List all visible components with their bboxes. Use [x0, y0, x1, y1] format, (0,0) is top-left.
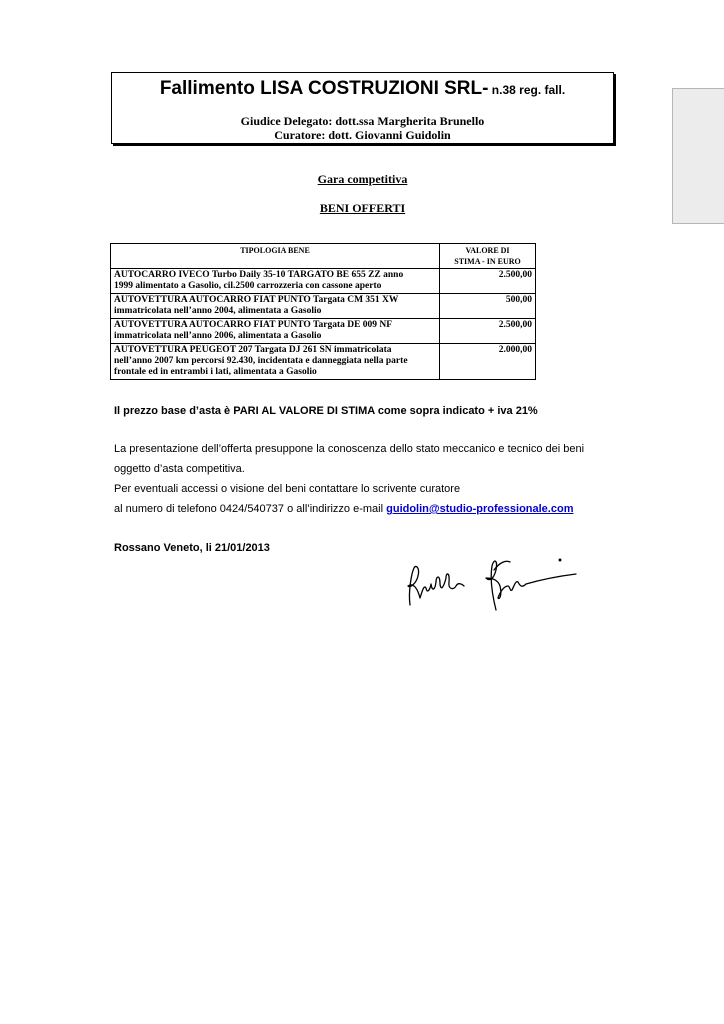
contact-line: [114, 499, 573, 519]
header-box: [111, 72, 614, 144]
row-line: AUTOVETTURA PEUGEOT 207 Targata DJ 261 SN immatricolata: [114, 345, 392, 355]
place-date: Rossano Veneto, li 21/01/2013: [114, 542, 270, 554]
row-description: [111, 319, 440, 344]
row-value: 2.500,00: [440, 269, 536, 294]
signature-image: [400, 550, 580, 620]
document-title: [112, 78, 613, 101]
row-description: [111, 344, 440, 380]
row-line: immatricolata nell’anno 2004, alimentata a Gasolio: [114, 306, 322, 316]
title-main: Fallimento LISA COSTRUZIONI SRL-: [159, 78, 489, 99]
header-valore-line1: VALORE DI: [465, 246, 510, 255]
row-line: frontale ed in entrambi i lati, alimentata a Gasolio: [114, 367, 317, 377]
curator-line: Curatore: dott. Giovanni Guidolin: [274, 128, 451, 142]
table-header-row: [111, 244, 536, 269]
row-line: 1999 alimentato a Gasolio, cil.2500 carrozzeria con cassone aperto: [114, 281, 382, 291]
presentation-line-2: oggetto d’asta competitiva.: [114, 463, 245, 475]
row-description: [111, 294, 440, 319]
row-line: AUTOVETTURA AUTOCARRO FIAT PUNTO Targata CM 351 XW: [114, 295, 399, 305]
table-row: [111, 319, 536, 344]
row-line: AUTOVETTURA AUTOCARRO FIAT PUNTO Targata DE 009 NF: [114, 320, 393, 330]
judge-line: Giudice Delegato: dott.ssa Margherita Brunello: [240, 114, 485, 128]
header-valore-line2: STIMA - IN EURO: [454, 257, 521, 266]
row-value: 2.000,00: [440, 344, 536, 380]
row-line: AUTOCARRO IVECO Turbo Daily 35-10 TARGATO BE 655 ZZ anno: [114, 270, 404, 280]
price-base-text: Il prezzo base d’asta è PARI AL VALORE DI STIMA come sopra indicato + iva 21%: [114, 405, 538, 417]
goods-table: [110, 243, 536, 380]
row-line: immatricolata nell’anno 2006, alimentata a Gasolio: [114, 331, 322, 341]
side-tab-decoration: [672, 88, 724, 224]
table-row: [111, 294, 536, 319]
access-line: Per eventuali accessi o visione del beni contattare lo scrivente curatore: [114, 483, 461, 495]
row-value: 2.500,00: [440, 319, 536, 344]
table-row: [111, 344, 536, 380]
header-tipologia: TIPOLOGIA BENE: [111, 244, 440, 269]
row-line: nell’anno 2007 km percorsi 92.430, incidentata e danneggiata nella parte: [114, 356, 408, 366]
presentation-line-1: La presentazione dell’offerta presuppone la conoscenza dello stato meccanico e tecnico dei beni: [114, 443, 585, 455]
row-description: [111, 269, 440, 294]
table-row: [111, 269, 536, 294]
email-link[interactable]: guidolin@studio-professionale.com: [386, 503, 574, 515]
header-valore: [440, 244, 536, 269]
heading-beni: BENI OFFERTI: [319, 201, 406, 215]
title-suffix: n.38 reg. fall.: [488, 83, 566, 97]
heading-gara: Gara competitiva: [317, 172, 408, 186]
row-value: 500,00: [440, 294, 536, 319]
contact-prefix: al numero di telefono 0424/540737 o all’indirizzo e-mail: [114, 503, 387, 515]
